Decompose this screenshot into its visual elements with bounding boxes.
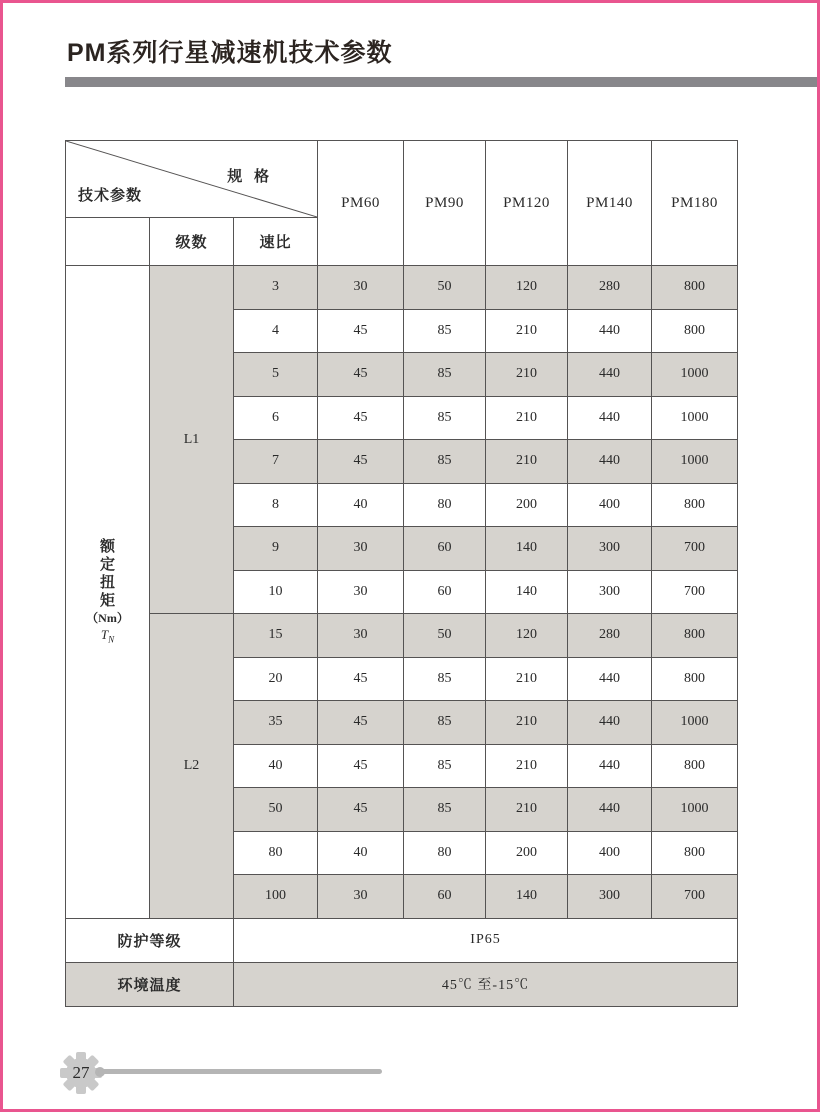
ratio-cell: 3 — [234, 266, 318, 310]
torque-value-cell: 800 — [652, 657, 738, 701]
torque-row-label — [66, 266, 150, 919]
torque-char: 扭 — [99, 574, 115, 591]
torque-value-cell: 85 — [404, 353, 486, 397]
torque-value-cell: 280 — [568, 614, 652, 658]
torque-char: 定 — [99, 556, 115, 573]
torque-value-cell: 80 — [404, 483, 486, 527]
column-header-pm60: PM60 — [318, 141, 404, 266]
torque-value-cell: 1000 — [652, 396, 738, 440]
torque-value-cell: 800 — [652, 483, 738, 527]
torque-value-cell: 700 — [652, 527, 738, 571]
torque-value-cell: 300 — [568, 570, 652, 614]
torque-value-cell: 210 — [486, 744, 568, 788]
torque-value-cell: 440 — [568, 701, 652, 745]
ambient-temperature-label: 环境温度 — [66, 962, 234, 1006]
torque-value-cell: 210 — [486, 701, 568, 745]
torque-unit: （Nm） — [86, 610, 129, 625]
torque-value-cell: 45 — [318, 309, 404, 353]
torque-value-cell: 40 — [318, 483, 404, 527]
ratio-cell: 9 — [234, 527, 318, 571]
torque-value-cell: 800 — [652, 831, 738, 875]
column-header-pm140: PM140 — [568, 141, 652, 266]
torque-value-cell: 85 — [404, 701, 486, 745]
stage-cell-l1: L1 — [150, 266, 234, 614]
torque-value-cell: 85 — [404, 440, 486, 484]
ratio-cell: 10 — [234, 570, 318, 614]
protection-class-label: 防护等级 — [66, 918, 234, 962]
torque-value-cell: 85 — [404, 744, 486, 788]
ratio-cell: 15 — [234, 614, 318, 658]
torque-value-cell: 700 — [652, 875, 738, 919]
torque-value-cell: 800 — [652, 614, 738, 658]
column-header-pm180: PM180 — [652, 141, 738, 266]
ambient-temperature-value: 45℃ 至-15℃ — [234, 962, 738, 1006]
spec-table — [65, 140, 738, 1007]
torque-symbol: $T_N$ — [100, 627, 115, 645]
torque-value-cell: 85 — [404, 788, 486, 832]
ratio-cell: 20 — [234, 657, 318, 701]
torque-value-cell: 45 — [318, 353, 404, 397]
torque-value-cell: 30 — [318, 266, 404, 310]
torque-value-cell: 85 — [404, 309, 486, 353]
torque-value-cell: 800 — [652, 266, 738, 310]
torque-value-cell: 210 — [486, 440, 568, 484]
torque-value-cell: 700 — [652, 570, 738, 614]
torque-value-cell: 45 — [318, 788, 404, 832]
torque-value-cell: 50 — [404, 614, 486, 658]
ratio-cell: 40 — [234, 744, 318, 788]
torque-value-cell: 30 — [318, 875, 404, 919]
torque-value-cell: 45 — [318, 744, 404, 788]
page-number: 27 — [72, 1063, 90, 1082]
torque-value-cell: 200 — [486, 483, 568, 527]
title-underline-bar — [65, 77, 817, 87]
ratio-cell: 5 — [234, 353, 318, 397]
page-title: PM系列行星减速机技术参数 — [67, 39, 393, 67]
torque-value-cell: 60 — [404, 527, 486, 571]
torque-value-cell: 210 — [486, 309, 568, 353]
torque-value-cell: 300 — [568, 875, 652, 919]
torque-value-cell: 210 — [486, 353, 568, 397]
torque-value-cell: 1000 — [652, 353, 738, 397]
blank-cell — [66, 218, 150, 266]
torque-value-cell: 280 — [568, 266, 652, 310]
torque-value-cell: 85 — [404, 657, 486, 701]
torque-value-cell: 400 — [568, 483, 652, 527]
torque-value-cell: 140 — [486, 875, 568, 919]
torque-char: 额 — [99, 538, 115, 555]
torque-char: 矩 — [99, 592, 115, 609]
torque-value-cell: 1000 — [652, 440, 738, 484]
column-header-pm120: PM120 — [486, 141, 568, 266]
torque-value-cell: 60 — [404, 570, 486, 614]
torque-value-cell: 1000 — [652, 788, 738, 832]
torque-value-cell: 45 — [318, 701, 404, 745]
torque-value-cell: 440 — [568, 396, 652, 440]
ambient-temperature-row — [66, 962, 738, 1006]
torque-value-cell: 440 — [568, 309, 652, 353]
stage-cell-l2: L2 — [150, 614, 234, 919]
torque-value-cell: 440 — [568, 440, 652, 484]
footer-rule-line — [98, 1069, 382, 1074]
protection-class-value: IP65 — [234, 918, 738, 962]
ratio-cell: 35 — [234, 701, 318, 745]
torque-value-cell: 140 — [486, 527, 568, 571]
torque-value-cell: 440 — [568, 744, 652, 788]
protection-class-row — [66, 918, 738, 962]
torque-value-cell: 50 — [404, 266, 486, 310]
subheader-stage: 级数 — [150, 218, 234, 266]
column-header-pm90: PM90 — [404, 141, 486, 266]
data-row-ratio-3 — [66, 266, 738, 310]
torque-value-cell: 140 — [486, 570, 568, 614]
diagonal-divider-line — [66, 141, 317, 217]
torque-value-cell: 80 — [404, 831, 486, 875]
torque-value-cell: 30 — [318, 570, 404, 614]
subheader-ratio: 速比 — [234, 218, 318, 266]
torque-value-cell: 440 — [568, 353, 652, 397]
torque-value-cell: 120 — [486, 266, 568, 310]
torque-value-cell: 300 — [568, 527, 652, 571]
corner-cell — [66, 141, 318, 218]
corner-label-spec: 规 格 — [227, 169, 274, 185]
ratio-cell: 100 — [234, 875, 318, 919]
torque-value-cell: 200 — [486, 831, 568, 875]
torque-value-cell: 30 — [318, 614, 404, 658]
torque-value-cell: 210 — [486, 396, 568, 440]
ratio-cell: 50 — [234, 788, 318, 832]
torque-value-cell: 400 — [568, 831, 652, 875]
torque-value-cell: 1000 — [652, 701, 738, 745]
corner-label-params: 技术参数 — [78, 188, 143, 204]
torque-value-cell: 40 — [318, 831, 404, 875]
torque-value-cell: 45 — [318, 440, 404, 484]
torque-value-cell: 120 — [486, 614, 568, 658]
header-row-1 — [66, 141, 738, 218]
torque-value-cell: 440 — [568, 657, 652, 701]
ratio-cell: 6 — [234, 396, 318, 440]
torque-label-text — [66, 538, 149, 646]
torque-value-cell: 800 — [652, 744, 738, 788]
torque-value-cell: 85 — [404, 396, 486, 440]
data-row-ratio-15 — [66, 614, 738, 658]
ratio-cell: 80 — [234, 831, 318, 875]
torque-value-cell: 60 — [404, 875, 486, 919]
ratio-cell: 7 — [234, 440, 318, 484]
torque-value-cell: 440 — [568, 788, 652, 832]
torque-value-cell: 30 — [318, 527, 404, 571]
torque-value-cell: 45 — [318, 396, 404, 440]
torque-value-cell: 210 — [486, 657, 568, 701]
ratio-cell: 4 — [234, 309, 318, 353]
ratio-cell: 8 — [234, 483, 318, 527]
torque-value-cell: 800 — [652, 309, 738, 353]
torque-value-cell: 45 — [318, 657, 404, 701]
torque-value-cell: 210 — [486, 788, 568, 832]
